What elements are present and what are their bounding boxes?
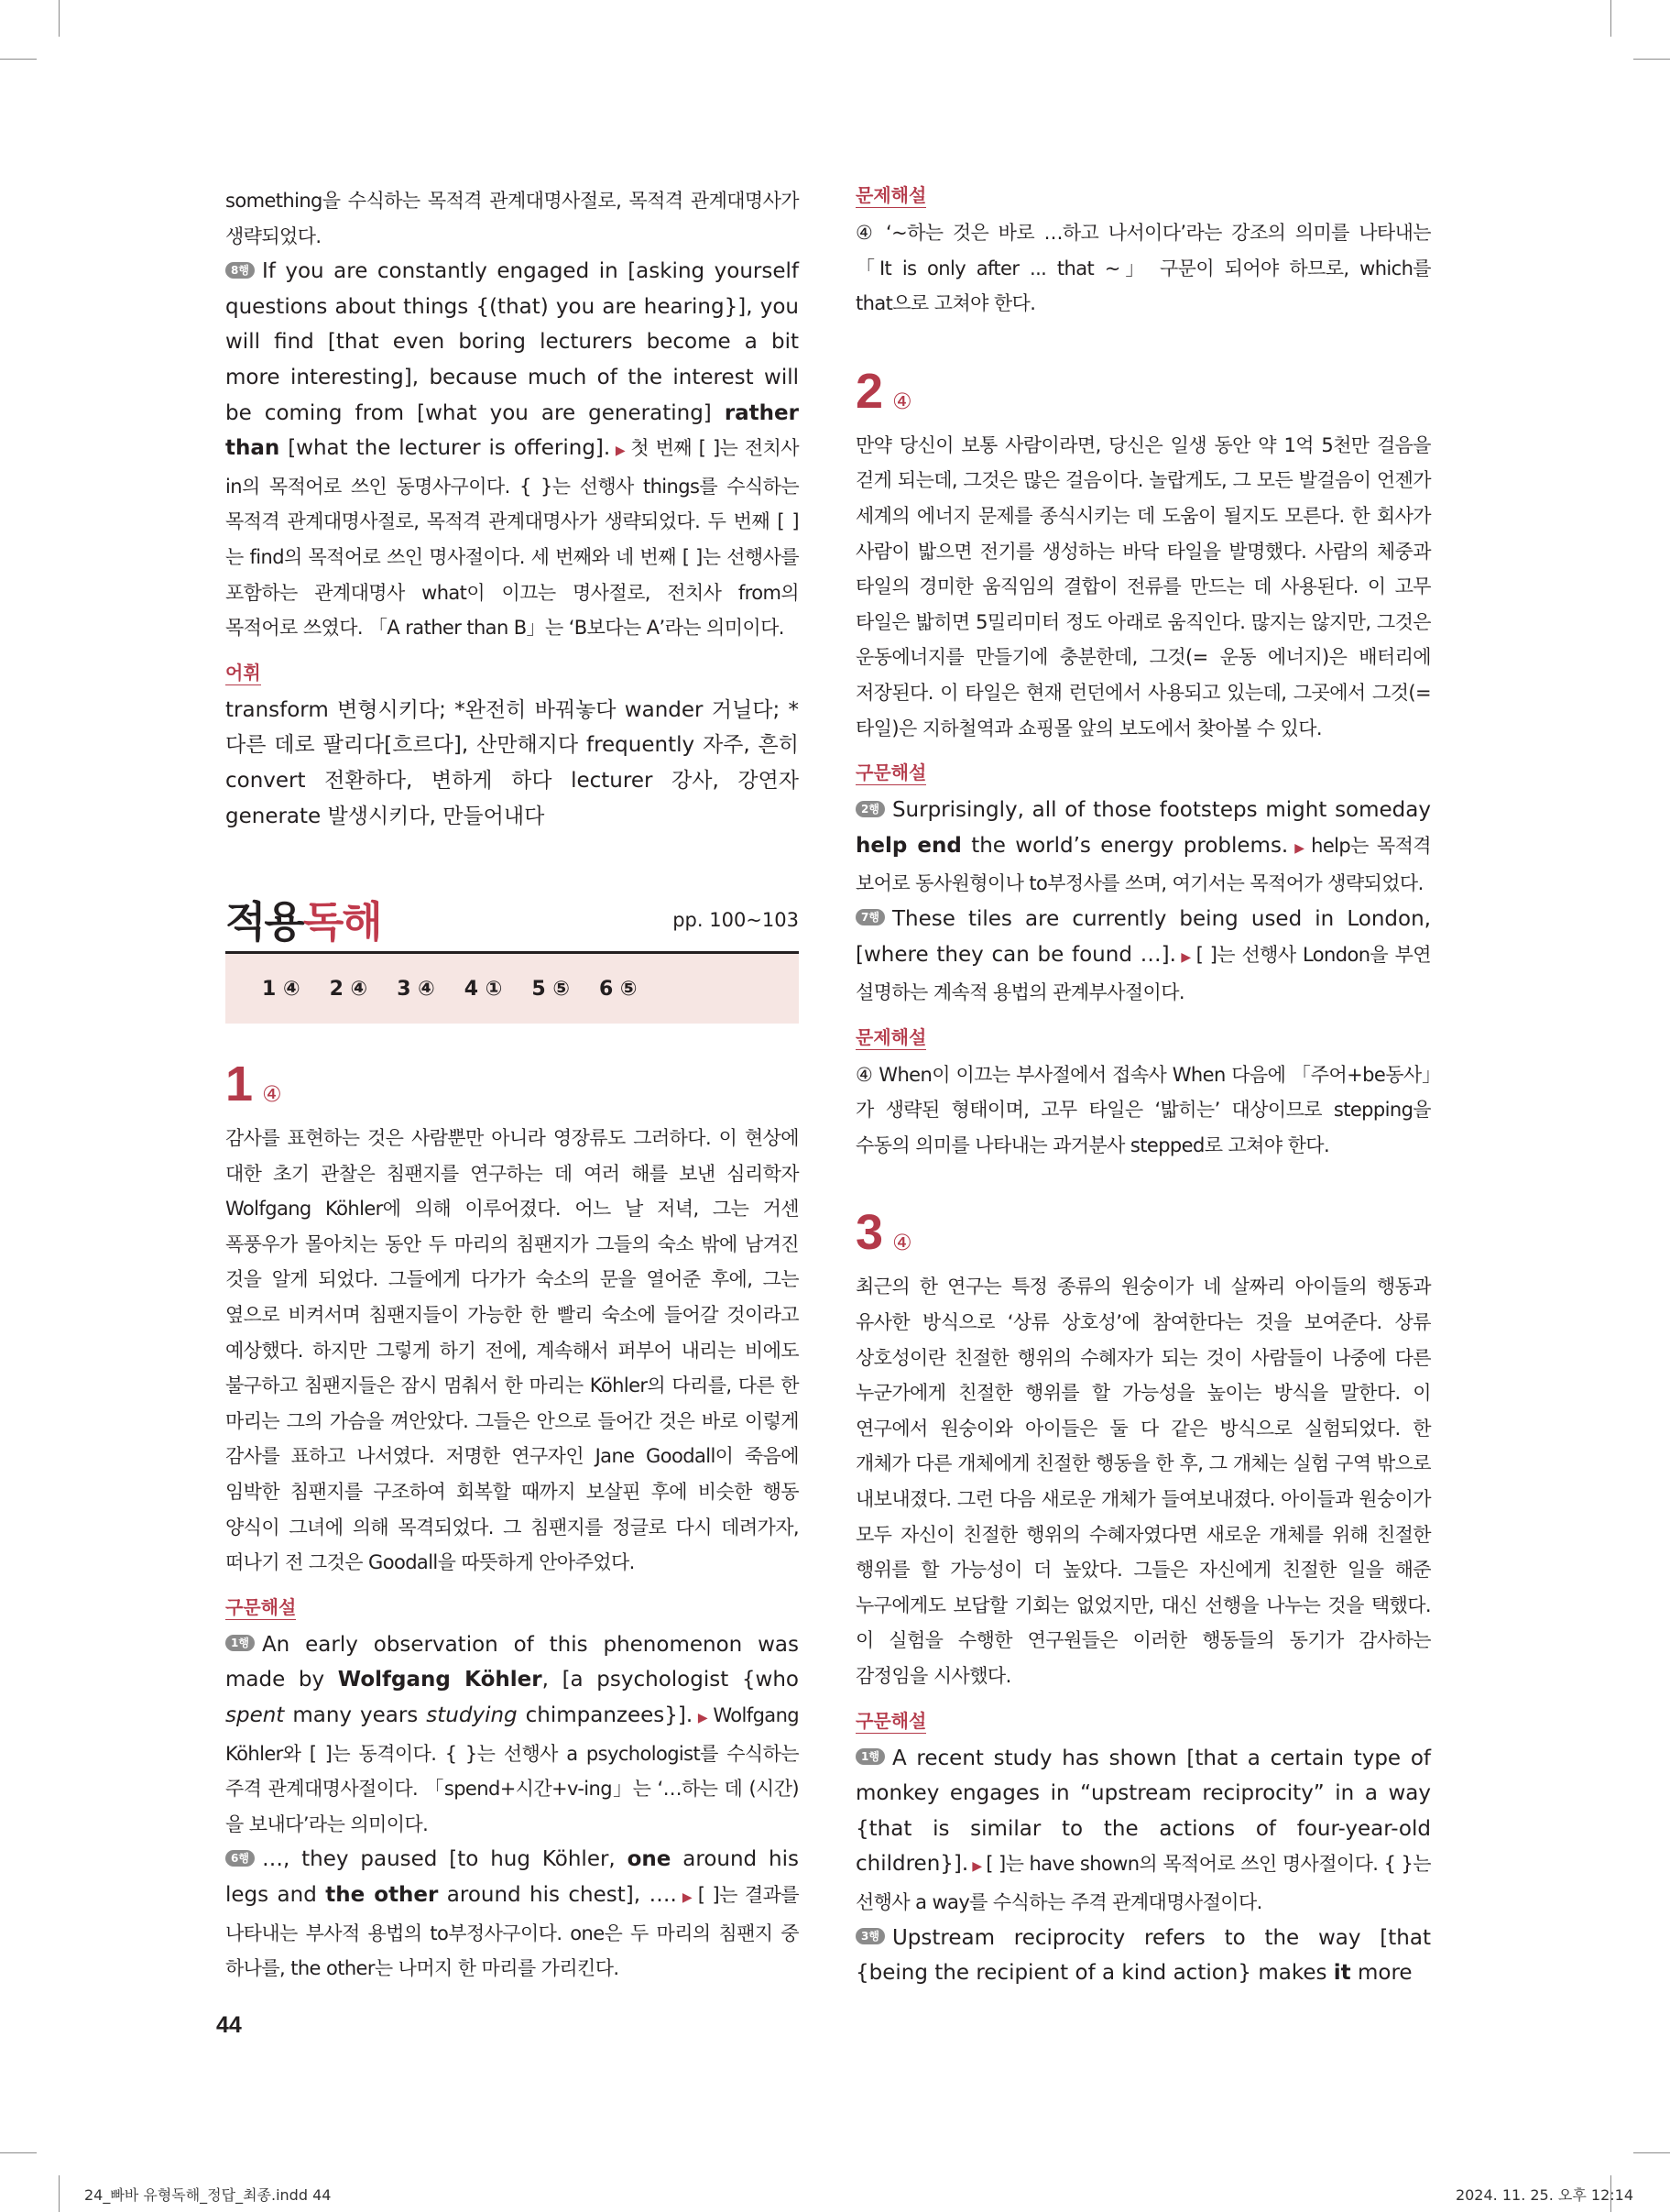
line-tag: 6행 [225, 1850, 255, 1867]
section-title: 적용독해 [225, 897, 381, 947]
sentence-analysis: 8행 If you are constantly engaged in [asking yourself questions about things {(that) you are hearing}], you will find [that even boring lecturers become a bit more interesting], because much of the interest will be coming from [what you are generating] rather than [what the lecturer is offering]. ▶ 첫 번째 [ ]는 전치사 in의 목적어로 쓰인 동명사구이다. { }는 선행사 things를 수식하는 목적격 관계대명사절로, 목적격 관계대명사가 생략되었다. 두 번째 [ ]는 find의 목적어로 쓰인 명사절이다. 세 번째와 네 번째 [ ]는 선행사를 포함하는 관계대명사 what이 이끄는 명사절로, 전치사 from의 목적어로 쓰였다. 「A rather than B」는 ‘B보다는 A’라는 의미이다. [225, 259, 799, 640]
line-tag: 1행 [225, 1635, 255, 1651]
sentence-analysis: 6행 …, they paused [to hug Köhler, one around his legs and the other around his chest], …. ▶ [ ]는 결과를 나타내는 부사적 용법의 to부정사구이다. one은 두 마리의 침팬지 중 하나를, the other는 나머지 한 마리를 가리킨다. [225, 1847, 799, 1980]
explanation-text: ④ ‘~하는 것은 바로 …하고 나서이다’라는 강조의 의미를 나타내는 「It is only after ... that ~」 구문이 되어야 하므로, which를 that으로 고쳐야 한다. [856, 222, 1431, 315]
line-tag: 8행 [225, 262, 255, 279]
sentence-analysis: 1행 An early observation of this phenomenon was made by Wolfgang Köhler, [a psychologist {who spent many years studying chimpanzees}]. ▶ Wolfgang Köhler와 [ ]는 동격이다. { }는 선행사 a psychologist를 수식하는 주격 관계대명사절이다. 「spend+시간+v-ing」는 ‘…하는 데 (시간)을 보내다’라는 의미이다. [225, 1632, 800, 1835]
triangle-icon: ▶ [680, 1889, 694, 1905]
left-column [225, 183, 799, 1987]
triangle-icon: ▶ [972, 1859, 983, 1875]
vocab-list: transform 변형시키다; *완전히 바꿔놓다 wander 거닐다; *다른 데로 팔리다[흐르다], 산만해지다 frequently 자주, 흔히 convert 전환하다, 변하게 하다 lecturer 강사, 강연자 generate 발생시키다, 만들어내다 [225, 697, 799, 828]
line-tag: 2행 [856, 801, 885, 817]
triangle-icon: ▶ [1292, 840, 1308, 856]
vocab-label: 어휘 [225, 661, 261, 684]
crop-mark [1633, 59, 1670, 60]
crop-mark [0, 59, 37, 60]
answer-item: 4 ① [464, 977, 503, 1001]
triangle-icon: ▶ [696, 1711, 710, 1725]
crop-mark [1633, 2152, 1670, 2153]
translation: 만약 당신이 보통 사람이라면, 당신은 일생 동안 약 1억 5천만 걸음을 걷게 되는데, 그것은 많은 걸음이다. 놀랍게도, 그 모든 발걸음이 언젠가 세계의 에너지 문제를 종식시키는 데 도움이 될지도 모른다. 한 회사가 사람이 밟으면 전기를 생성하는 바닥 타일을 발명했다. 사람의 체중과 타일의 경미한 움직임의 결합이 전류를 만드는 데 사용된다. 이 고무 타일은 밟히면 5밀리미터 정도 아래로 움직인다. 많지는 않지만, 그것은 운동에너지를 만들기에 충분한데, 그것(= 운동 에너지)은 배터리에 저장된다. 이 타일은 현재 런던에서 사용되고 있는데, 그곳에서 그것(= 타일)은 지하철역과 쇼핑몰 앞의 보도에서 찾아볼 수 있다. [856, 433, 1431, 739]
page-range: pp. 100~103 [672, 909, 799, 932]
crop-mark [59, 0, 60, 37]
translation: 감사를 표현하는 것은 사람뿐만 아니라 영장류도 그러하다. 이 현상에 대한 초기 관찰은 침팬지를 연구하는 데 여러 해를 보낸 심리학자 Wolfgang Köhler에 의해 이루어졌다. 어느 날 저녁, 그는 거센 폭풍우가 몰아치는 동안 두 마리의 침팬지가 그들의 숙소 밖에 남겨진 것을 알게 되었다. 그들에게 다가가 숙소의 문을 열어준 후에, 그는 옆으로 비켜서며 침팬지들이 가능한 한 빨리 숙소에 들어갈 것이라고 예상했다. 하지만 그렇게 하기 전에, 계속해서 퍼부어 내리는 비에도 불구하고 침팬지들은 잠시 멈춰서 한 마리는 Köhler의 다리를, 다른 한 마리는 그의 가슴을 껴안았다. 그들은 안으로 들어간 것은 바로 이렇게 감사를 표하고 나서였다. 저명한 연구자인 Jane Goodall이 죽음에 임박한 침팬지를 구조하여 회복할 때까지 보살핀 후에 비슷한 행동 양식이 그녀에 의해 목격되었다. 그 침팬지를 정글로 다시 데려가자, 떠나기 전 그것은 Goodall을 따뜻하게 안아주었다. [225, 1127, 799, 1574]
sentence-analysis: 1행 A recent study has shown [that a certain type of monkey engages in “upstream reciprocity” in a way {that is similar to the actions of four-year-old children}]. ▶ [ ]는 have shown의 목적어로 쓰인 명사절이다. { }는 선행사 a way를 수식하는 주격 관계대명사절이다. [856, 1746, 1431, 1913]
translation: 최근의 한 연구는 특정 종류의 원숭이가 네 살짜리 아이들의 행동과 유사한 방식으로 ‘상류 상호성’에 참여한다는 것을 보여준다. 상류 상호성이란 친절한 행위의 수혜자가 되는 것이 사람들이 나중에 다른 누군가에게 친절한 행위를 할 가능성을 높이는 방식을 말한다. 이 연구에서 원숭이와 아이들은 둘 다 같은 방식으로 실험되었다. 한 개체가 다른 개체에게 친절한 행동을 한 후, 그 개체는 실험 구역 밖으로 내보내졌다. 그런 다음 새로운 개체가 들여보내졌다. 아이들과 원숭이가 모두 자신이 친절한 행위의 수혜자였다면 새로운 개체를 위해 친절한 행위를 할 가능성이 더 높았다. 그들은 자신에게 친절한 일을 해준 누구에게도 보답할 기회는 없었지만, 대신 선행을 나누는 것을 택했다. 이 실험을 수행한 연구원들은 이러한 행동들의 동기가 감사하는 감정임을 시사했다. [856, 1276, 1431, 1687]
right-column [856, 183, 1431, 1991]
explanation-label: 문제해설 [856, 184, 927, 206]
explanation-label: 문제해설 [856, 1025, 927, 1048]
answer-item: 1 ④ [262, 977, 300, 1001]
sentence-analysis: 3행 Upstream reciprocity refers to the way [that {being the recipient of a kind action} makes it more [856, 1925, 1431, 1986]
line-tag: 3행 [856, 1928, 885, 1944]
triangle-icon: ▶ [1179, 949, 1193, 965]
answer-item: 2 ④ [329, 977, 368, 1001]
explanation-text: ④ When이 이끄는 부사절에서 접속사 When 다음에 「주어+be동사」가 생략된 형태이며, 고무 타일은 ‘밟히는’ 대상이므로 stepping을 수동의 의미를 나타내는 과거분사 stepped로 고쳐야 한다. [856, 1063, 1431, 1156]
answer-item: 5 ⑤ [531, 977, 570, 1001]
section-header [225, 876, 799, 954]
line-tag: 1행 [856, 1748, 885, 1765]
structure-label: 구문해설 [225, 1595, 297, 1618]
triangle-icon: ▶ [614, 443, 628, 459]
structure-label: 구문해설 [856, 761, 927, 784]
crop-mark [1610, 0, 1611, 37]
footer-filename: 24_빠바 유형독해_정답_최종.indd 44 [84, 2186, 332, 2204]
sentence-analysis: 7행 These tiles are currently being used in London, [where they can be found …]. ▶ [ ]는 선행사 London을 부연 설명하는 계속적 용법의 관계부사절이다. [856, 906, 1431, 1004]
answer-key [225, 954, 799, 1024]
question-heading: 3 ④ [856, 1205, 912, 1261]
sentence-analysis: 2행 Surprisingly, all of those footsteps might someday help end the world’s energy problems. ▶ help는 목적격 보어로 동사원형이나 to부정사를 쓰며, 여기서는 목적어가 생략되었다. [856, 798, 1431, 895]
footer-date: 2024. 11. 25. 오후 12:14 [1455, 2186, 1633, 2204]
answer-item: 3 ④ [397, 977, 435, 1001]
answer-item: 6 ⑤ [598, 977, 638, 1001]
crop-mark [59, 2175, 60, 2212]
crop-mark [0, 2152, 37, 2153]
structure-label: 구문해설 [856, 1709, 927, 1732]
question-heading: 1 ④ [225, 1057, 282, 1112]
explanation-text: something을 수식하는 목적격 관계대명사절로, 목적격 관계대명사가 생략되었다. [225, 190, 799, 247]
question-heading: 2 ④ [856, 363, 912, 419]
line-tag: 7행 [856, 909, 885, 925]
page-number: 44 [216, 2012, 242, 2038]
